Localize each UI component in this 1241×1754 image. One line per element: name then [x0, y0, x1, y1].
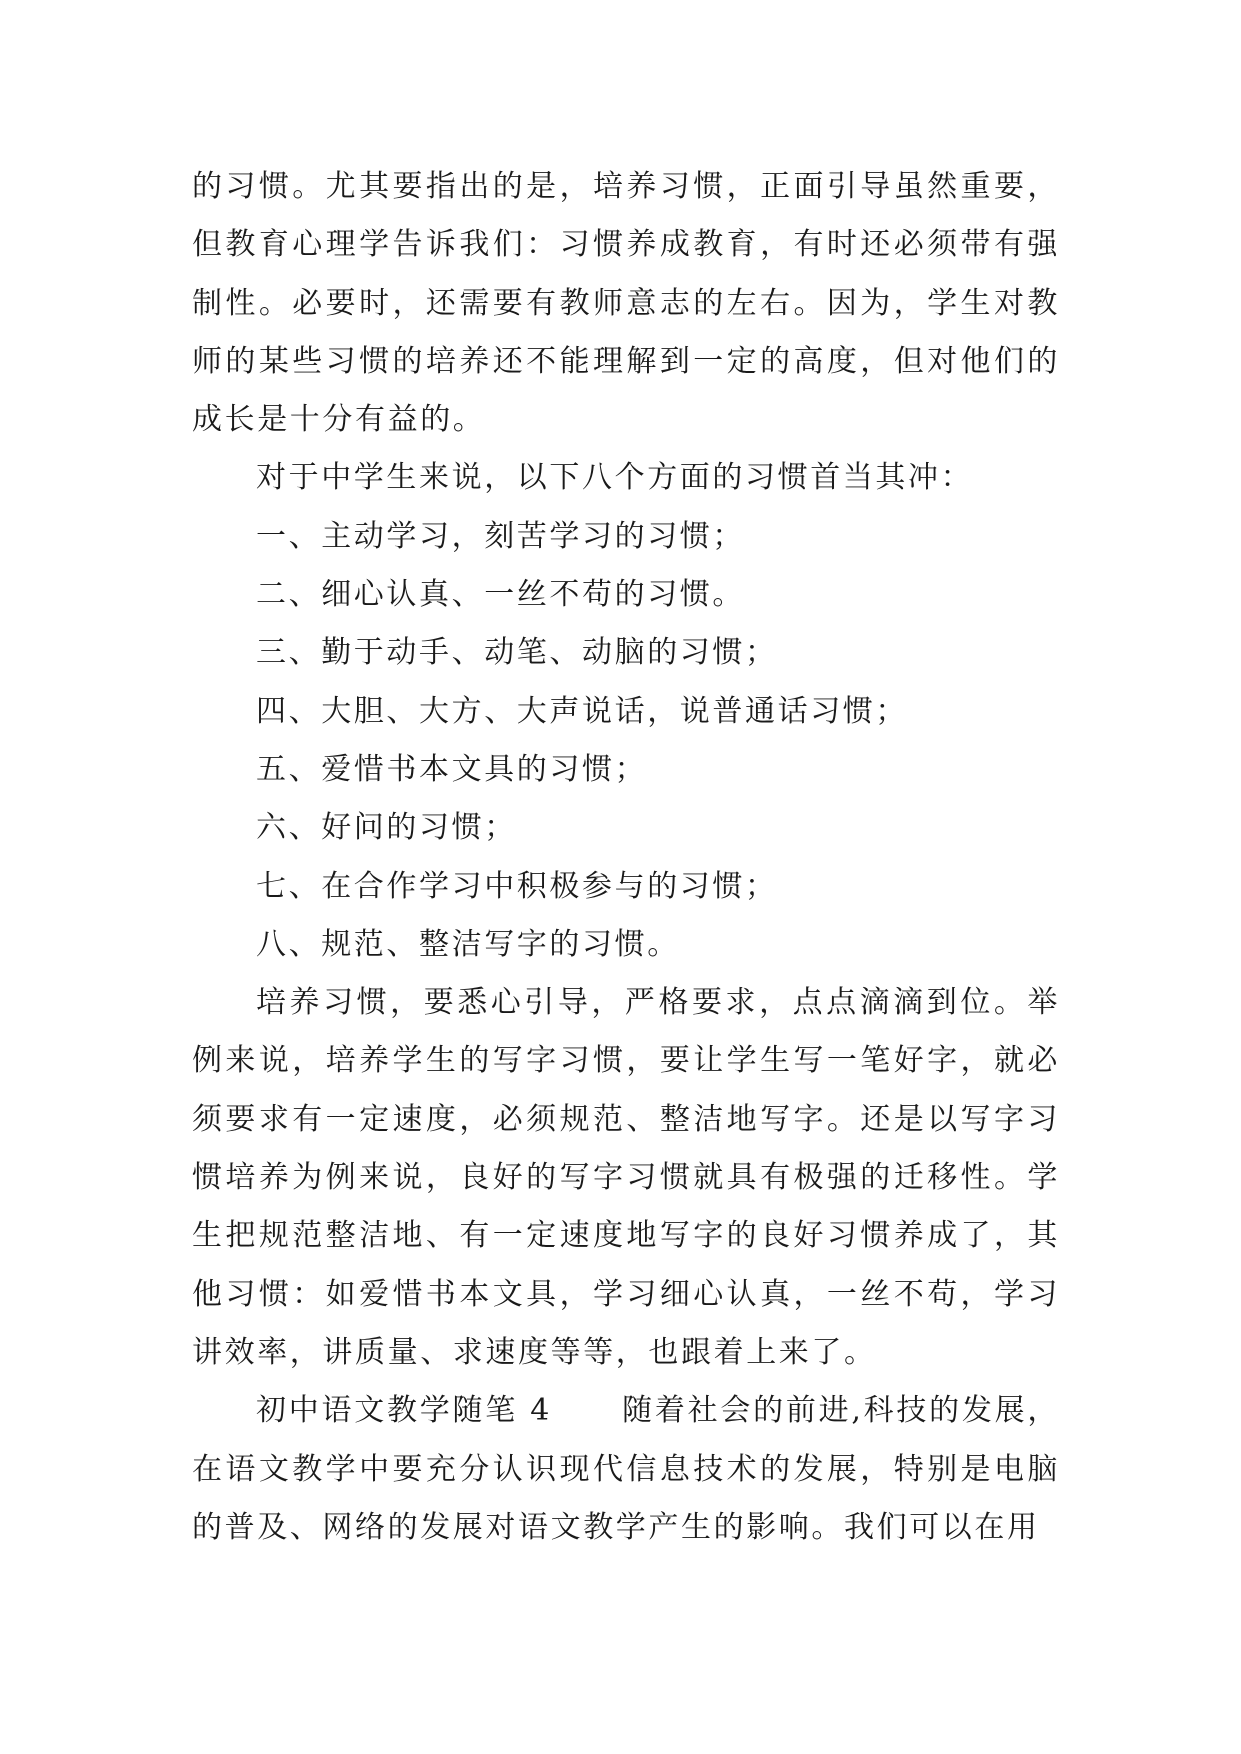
list-item: 八、规范、整洁写字的习惯。: [256, 926, 680, 962]
paragraph-essay-4: [192, 1382, 1060, 1557]
list-item: 六、好问的习惯；: [256, 810, 517, 846]
list-item: 三、勤于动手、动笔、动脑的习惯；: [256, 635, 778, 671]
habit-list: [192, 508, 1060, 974]
document-body: [192, 158, 1060, 1557]
list-item: 七、在合作学习中积极参与的习惯；: [256, 868, 778, 904]
list-item: 五、爱惜书本文具的习惯；: [256, 751, 648, 787]
list-item: 四、大胆、大方、大声说话，说普通话习惯；: [256, 693, 908, 729]
paragraph-writing-habit: 培养习惯，要悉心引导，严格要求，点点滴滴到位。举例来说，培养学生的写字习惯，要让学生写一笔好字，就必须要求有一定速度，必须规范、整洁地写字。还是以写字习惯培养为例来说，良好的写字习惯就具有极强的迁移性。学生把规范整洁地、有一定速度地写字的良好习惯养成了，其他习惯：如爱惜书本文具，学习细心认真，一丝不苟，学习讲效率，讲质量、求速度等等，也跟着上来了。: [192, 985, 1060, 1370]
paragraph-habit-intro: 对于中学生来说，以下八个方面的习惯首当其冲：: [256, 460, 974, 496]
paragraph-habit-importance: 的习惯。尤其要指出的是，培养习惯，正面引导虽然重要，但教育心理学告诉我们：习惯养成教育，有时还必须带有强制性。必要时，还需要有教师意志的左右。因为，学生对教师的某些习惯的培养还不能理解到一定的高度，但对他们的成长是十分有益的。: [192, 169, 1060, 438]
essay-heading: 初中语文教学随笔 4: [256, 1393, 552, 1429]
list-item: 二、细心认真、一丝不苟的习惯。: [256, 577, 745, 613]
essay-text: 随着社会的前进,科技的发展，在语文教学中要充分认识现代信息技术的发展，特别是电脑的普及、网络的发展对语文教学产生的影响。我们可以在用: [192, 1393, 1060, 1545]
list-item: 一、主动学习，刻苦学习的习惯；: [256, 518, 745, 554]
